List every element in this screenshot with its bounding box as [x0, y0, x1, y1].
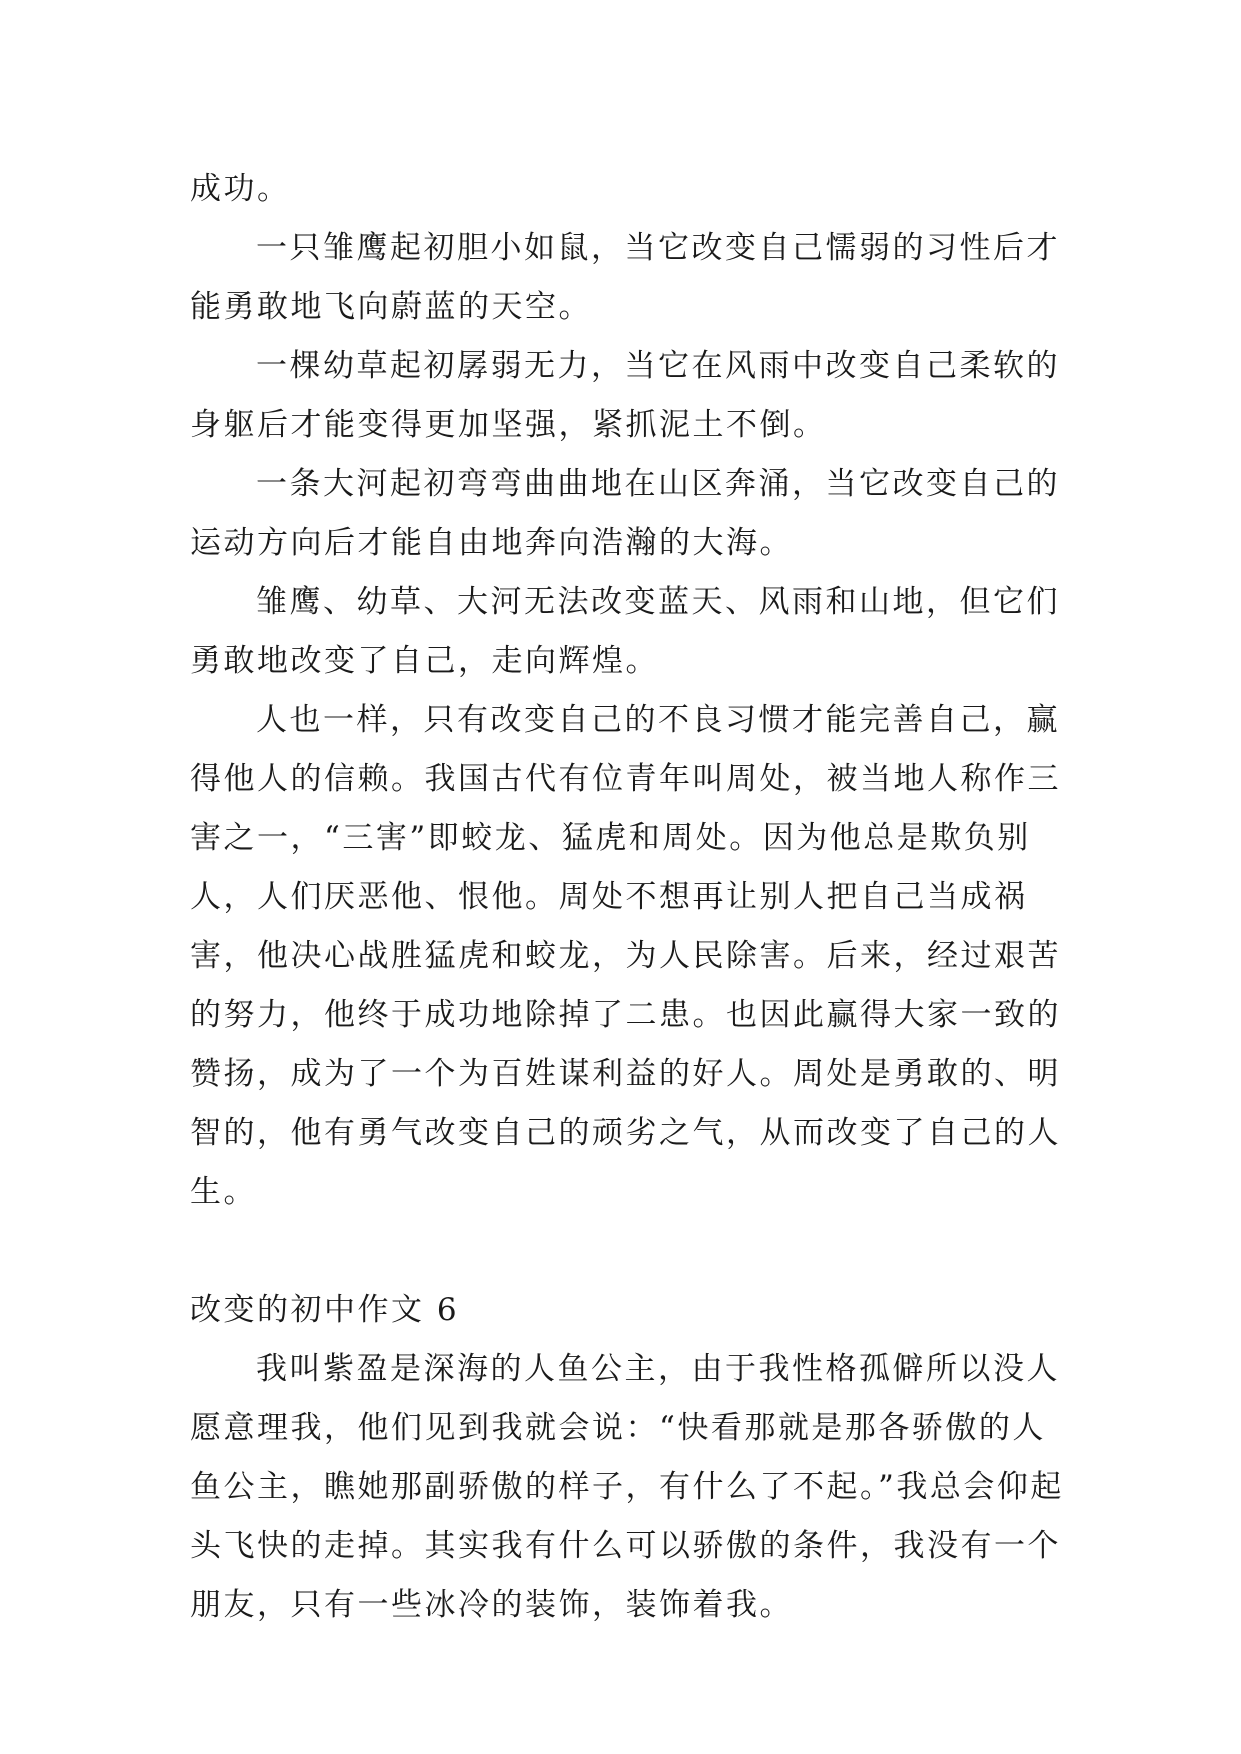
paragraph-continuation: 成功。 — [190, 171, 291, 207]
essay-text — [190, 160, 1070, 1635]
paragraph-river: 一条大河起初弯弯曲曲地在山区奔涌，当它改变自己的运动方向后才能自由地奔向浩瀚的大海。 — [190, 466, 1060, 561]
paragraph-mermaid: 我叫紫盈是深海的人鱼公主，由于我性格孤僻所以没人愿意理我，他们见到我就会说：“快看那就是那各骄傲的人鱼公主，瞧她那副骄傲的样子，有什么了不起。”我总会仰起头飞快的走掉。其实我有什么可以骄傲的条件，我没有一个朋友，只有一些冰冷的装饰，装饰着我。 — [190, 1351, 1064, 1623]
paragraph-grass: 一棵幼草起初孱弱无力，当它在风雨中改变自己柔软的身躯后才能变得更加坚强，紧抓泥土不倒。 — [190, 348, 1060, 443]
section-gap — [190, 1222, 1070, 1281]
paragraph-zhouchu: 人也一样，只有改变自己的不良习惯才能完善自己，赢得他人的信赖。我国古代有位青年叫周处，被当地人称作三害之一，“三害”即蛟龙、猛虎和周处。因为他总是欺负别人，人们厌恶他、恨他。周处不想再让别人把自己当成祸害，他决心战胜猛虎和蛟龙，为人民除害。后来，经过艰苦的努力，他终于成功地除掉了二患。也因此赢得大家一致的赞扬，成为了一个为百姓谋利益的好人。周处是勇敢的、明智的，他有勇气改变自己的顽劣之气，从而改变了自己的人生。 — [190, 702, 1061, 1210]
section-heading: 改变的初中作文 6 — [190, 1292, 460, 1328]
paragraph-eagle: 一只雏鹰起初胆小如鼠，当它改变自己懦弱的习性后才能勇敢地飞向蔚蓝的天空。 — [190, 230, 1060, 325]
paragraph-summary: 雏鹰、幼草、大河无法改变蓝天、风雨和山地，但它们勇敢地改变了自己，走向辉煌。 — [190, 584, 1060, 679]
